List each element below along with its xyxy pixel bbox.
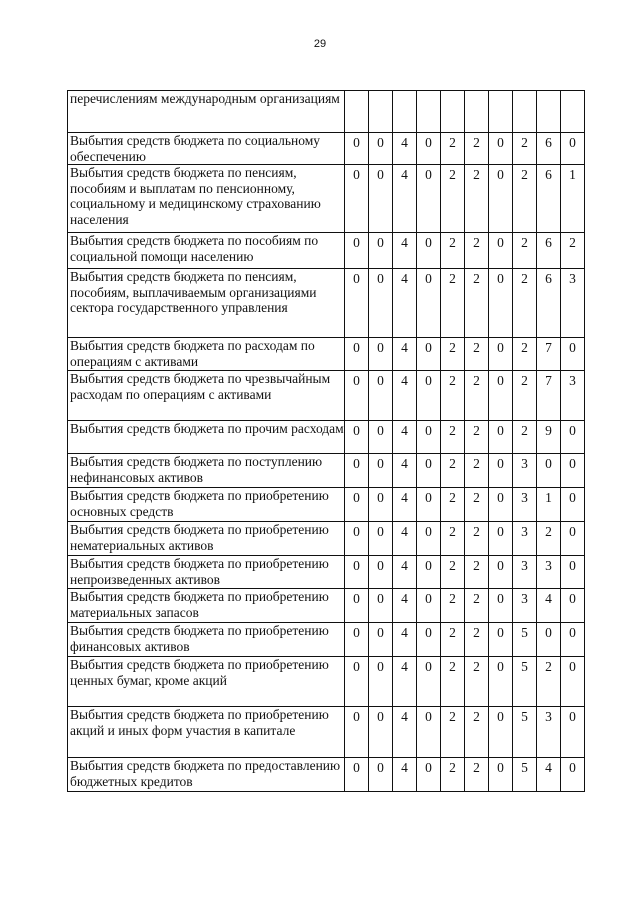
row-label: Выбытия средств бюджета по приобретению материальных запасов	[68, 589, 345, 623]
row-label: Выбытия средств бюджета по приобретению непроизведенных активов	[68, 556, 345, 589]
code-digit-cell: 2	[513, 421, 537, 454]
code-digit-cell: 2	[441, 421, 465, 454]
code-digit-cell: 0	[561, 488, 585, 522]
code-digit-cell: 0	[369, 758, 393, 792]
code-digit-cell	[561, 91, 585, 133]
code-digit-cell	[489, 91, 513, 133]
code-digit-cell: 2	[465, 488, 489, 522]
code-digit-cell: 2	[513, 269, 537, 338]
code-digit-cell: 2	[441, 269, 465, 338]
code-digit-cell	[393, 91, 417, 133]
code-digit-cell: 2	[441, 233, 465, 269]
code-digit-cell: 2	[465, 707, 489, 758]
code-digit-cell: 2	[441, 371, 465, 421]
table-row	[68, 338, 585, 371]
code-digit-cell: 2	[465, 454, 489, 488]
code-digit-cell: 2	[465, 758, 489, 792]
code-digit-cell: 0	[489, 371, 513, 421]
code-digit-cell: 0	[369, 657, 393, 707]
row-label: Выбытия средств бюджета по пособиям по социальной помощи населению	[68, 233, 345, 269]
code-digit-cell: 2	[465, 133, 489, 165]
code-digit-cell: 2	[441, 589, 465, 623]
row-label: Выбытия средств бюджета по расходам по операциям с активами	[68, 338, 345, 371]
code-digit-cell: 4	[393, 269, 417, 338]
code-digit-cell: 0	[561, 589, 585, 623]
code-digit-cell: 2	[441, 556, 465, 589]
code-digit-cell: 0	[345, 165, 369, 233]
code-digit-cell: 0	[489, 233, 513, 269]
code-digit-cell: 0	[369, 589, 393, 623]
row-label: Выбытия средств бюджета по пенсиям, пособиям, выплачиваемым организациями сектора государственного управления	[68, 269, 345, 338]
code-digit-cell: 2	[513, 233, 537, 269]
code-digit-cell: 0	[417, 454, 441, 488]
code-digit-cell	[345, 91, 369, 133]
code-digit-cell: 4	[393, 233, 417, 269]
code-digit-cell: 0	[417, 233, 441, 269]
table-body	[68, 91, 585, 792]
row-label: Выбытия средств бюджета по приобретению финансовых активов	[68, 623, 345, 657]
code-digit-cell: 0	[561, 758, 585, 792]
code-digit-cell: 0	[489, 488, 513, 522]
code-digit-cell	[369, 91, 393, 133]
code-digit-cell: 0	[489, 657, 513, 707]
code-digit-cell: 0	[417, 556, 441, 589]
code-digit-cell: 0	[369, 233, 393, 269]
code-digit-cell: 2	[441, 522, 465, 556]
code-digit-cell: 0	[561, 556, 585, 589]
code-digit-cell: 3	[513, 488, 537, 522]
code-digit-cell: 3	[561, 269, 585, 338]
code-digit-cell: 0	[537, 623, 561, 657]
code-digit-cell: 4	[393, 371, 417, 421]
code-digit-cell: 2	[441, 133, 465, 165]
code-digit-cell: 4	[537, 758, 561, 792]
code-digit-cell	[513, 91, 537, 133]
code-digit-cell: 4	[393, 623, 417, 657]
table-row	[68, 91, 585, 133]
code-digit-cell: 0	[537, 454, 561, 488]
code-digit-cell: 0	[417, 338, 441, 371]
code-digit-cell: 4	[393, 758, 417, 792]
row-label: Выбытия средств бюджета по предоставлению бюджетных кредитов	[68, 758, 345, 792]
code-digit-cell: 0	[489, 556, 513, 589]
code-digit-cell: 0	[345, 589, 369, 623]
code-digit-cell: 0	[489, 454, 513, 488]
code-digit-cell: 0	[489, 165, 513, 233]
row-label: Выбытия средств бюджета по приобретению акций и иных форм участия в капитале	[68, 707, 345, 758]
code-digit-cell: 0	[345, 454, 369, 488]
code-digit-cell: 2	[465, 269, 489, 338]
code-digit-cell: 5	[513, 657, 537, 707]
code-digit-cell: 0	[369, 269, 393, 338]
code-digit-cell: 0	[561, 522, 585, 556]
code-digit-cell: 0	[345, 623, 369, 657]
code-digit-cell: 5	[513, 707, 537, 758]
code-digit-cell: 4	[537, 589, 561, 623]
code-digit-cell: 0	[345, 707, 369, 758]
table-row	[68, 522, 585, 556]
code-digit-cell: 4	[393, 338, 417, 371]
code-digit-cell: 0	[417, 488, 441, 522]
row-label: Выбытия средств бюджета по социальному обеспечению	[68, 133, 345, 165]
code-digit-cell: 0	[345, 556, 369, 589]
code-digit-cell: 2	[513, 371, 537, 421]
code-digit-cell: 3	[513, 454, 537, 488]
code-digit-cell: 2	[441, 488, 465, 522]
code-digit-cell: 6	[537, 269, 561, 338]
code-digit-cell: 2	[465, 522, 489, 556]
code-digit-cell: 4	[393, 488, 417, 522]
code-digit-cell: 0	[417, 269, 441, 338]
code-digit-cell: 2	[513, 338, 537, 371]
code-digit-cell: 7	[537, 338, 561, 371]
code-digit-cell: 0	[345, 133, 369, 165]
code-digit-cell: 7	[537, 371, 561, 421]
code-digit-cell: 0	[417, 421, 441, 454]
code-digit-cell: 0	[561, 657, 585, 707]
code-digit-cell: 0	[489, 707, 513, 758]
page-number: 29	[313, 38, 327, 50]
code-digit-cell: 0	[369, 165, 393, 233]
code-digit-cell: 0	[345, 371, 369, 421]
code-digit-cell: 0	[417, 522, 441, 556]
code-digit-cell: 2	[441, 623, 465, 657]
code-digit-cell: 0	[369, 454, 393, 488]
code-digit-cell	[465, 91, 489, 133]
code-digit-cell: 0	[489, 421, 513, 454]
code-digit-cell: 0	[369, 338, 393, 371]
table-row	[68, 623, 585, 657]
row-label: Выбытия средств бюджета по чрезвычайным расходам по операциям с активами	[68, 371, 345, 421]
code-digit-cell: 4	[393, 421, 417, 454]
code-digit-cell: 2	[561, 233, 585, 269]
code-digit-cell: 4	[393, 556, 417, 589]
table-row	[68, 371, 585, 421]
code-digit-cell: 3	[513, 589, 537, 623]
code-digit-cell: 0	[489, 623, 513, 657]
code-digit-cell	[537, 91, 561, 133]
code-digit-cell: 0	[369, 522, 393, 556]
code-digit-cell: 4	[393, 522, 417, 556]
row-label: Выбытия средств бюджета по поступлению нефинансовых активов	[68, 454, 345, 488]
budget-codes-table	[67, 90, 585, 792]
code-digit-cell: 2	[441, 707, 465, 758]
code-digit-cell: 1	[561, 165, 585, 233]
table-row	[68, 133, 585, 165]
code-digit-cell: 6	[537, 133, 561, 165]
code-digit-cell: 0	[417, 133, 441, 165]
code-digit-cell: 6	[537, 165, 561, 233]
table-row	[68, 233, 585, 269]
code-digit-cell: 2	[513, 133, 537, 165]
code-digit-cell: 1	[537, 488, 561, 522]
code-digit-cell: 0	[369, 707, 393, 758]
code-digit-cell: 2	[441, 758, 465, 792]
table-row	[68, 421, 585, 454]
code-digit-cell: 2	[465, 421, 489, 454]
code-digit-cell: 0	[417, 623, 441, 657]
code-digit-cell: 4	[393, 133, 417, 165]
code-digit-cell: 0	[561, 623, 585, 657]
row-label: перечислениям международным организациям	[68, 91, 345, 133]
code-digit-cell: 3	[513, 522, 537, 556]
code-digit-cell: 2	[441, 454, 465, 488]
code-digit-cell: 2	[441, 165, 465, 233]
code-digit-cell: 2	[513, 165, 537, 233]
row-label: Выбытия средств бюджета по приобретению нематериальных активов	[68, 522, 345, 556]
table-row	[68, 707, 585, 758]
code-digit-cell: 0	[417, 165, 441, 233]
code-digit-cell	[417, 91, 441, 133]
table-row	[68, 556, 585, 589]
code-digit-cell: 4	[393, 657, 417, 707]
code-digit-cell: 0	[489, 133, 513, 165]
row-label: Выбытия средств бюджета по пенсиям, пособиям и выплатам по пенсионному, социальному и медицинскому страхованию населения	[68, 165, 345, 233]
code-digit-cell: 2	[537, 522, 561, 556]
code-digit-cell: 3	[561, 371, 585, 421]
code-digit-cell: 0	[417, 371, 441, 421]
code-digit-cell: 2	[465, 623, 489, 657]
code-digit-cell: 0	[369, 133, 393, 165]
code-digit-cell	[441, 91, 465, 133]
code-digit-cell: 0	[561, 454, 585, 488]
code-digit-cell: 0	[345, 233, 369, 269]
code-digit-cell: 0	[417, 758, 441, 792]
code-digit-cell: 0	[345, 421, 369, 454]
code-digit-cell: 0	[561, 133, 585, 165]
code-digit-cell: 4	[393, 707, 417, 758]
table-row	[68, 758, 585, 792]
code-digit-cell: 0	[345, 338, 369, 371]
table-row	[68, 165, 585, 233]
code-digit-cell: 9	[537, 421, 561, 454]
code-digit-cell: 0	[561, 338, 585, 371]
code-digit-cell: 0	[489, 589, 513, 623]
code-digit-cell: 2	[465, 338, 489, 371]
code-digit-cell: 0	[561, 421, 585, 454]
code-digit-cell: 2	[465, 556, 489, 589]
table-row	[68, 589, 585, 623]
table-row	[68, 269, 585, 338]
code-digit-cell: 0	[345, 758, 369, 792]
code-digit-cell: 3	[513, 556, 537, 589]
code-digit-cell: 0	[345, 522, 369, 556]
code-digit-cell: 6	[537, 233, 561, 269]
code-digit-cell: 0	[417, 657, 441, 707]
row-label: Выбытия средств бюджета по приобретению ценных бумаг, кроме акций	[68, 657, 345, 707]
code-digit-cell: 2	[465, 233, 489, 269]
table-row	[68, 454, 585, 488]
code-digit-cell: 0	[345, 488, 369, 522]
code-digit-cell: 5	[513, 623, 537, 657]
code-digit-cell: 0	[561, 707, 585, 758]
code-digit-cell: 0	[345, 269, 369, 338]
code-digit-cell: 0	[489, 269, 513, 338]
code-digit-cell: 2	[537, 657, 561, 707]
row-label: Выбытия средств бюджета по прочим расходам	[68, 421, 345, 454]
code-digit-cell: 0	[369, 556, 393, 589]
code-digit-cell: 0	[417, 707, 441, 758]
code-digit-cell: 2	[441, 338, 465, 371]
code-digit-cell: 4	[393, 589, 417, 623]
code-digit-cell: 5	[513, 758, 537, 792]
row-label: Выбытия средств бюджета по приобретению основных средств	[68, 488, 345, 522]
code-digit-cell: 0	[345, 657, 369, 707]
code-digit-cell: 4	[393, 165, 417, 233]
code-digit-cell: 3	[537, 556, 561, 589]
code-digit-cell: 0	[417, 589, 441, 623]
code-digit-cell: 2	[465, 371, 489, 421]
code-digit-cell: 2	[465, 657, 489, 707]
table-row	[68, 488, 585, 522]
code-digit-cell: 2	[465, 165, 489, 233]
code-digit-cell: 0	[489, 522, 513, 556]
code-digit-cell: 0	[369, 488, 393, 522]
code-digit-cell: 0	[489, 758, 513, 792]
code-digit-cell: 0	[369, 421, 393, 454]
code-digit-cell: 0	[369, 371, 393, 421]
code-digit-cell: 2	[465, 589, 489, 623]
code-digit-cell: 0	[489, 338, 513, 371]
code-digit-cell: 4	[393, 454, 417, 488]
code-digit-cell: 3	[537, 707, 561, 758]
code-digit-cell: 0	[369, 623, 393, 657]
table-row	[68, 657, 585, 707]
code-digit-cell: 2	[441, 657, 465, 707]
